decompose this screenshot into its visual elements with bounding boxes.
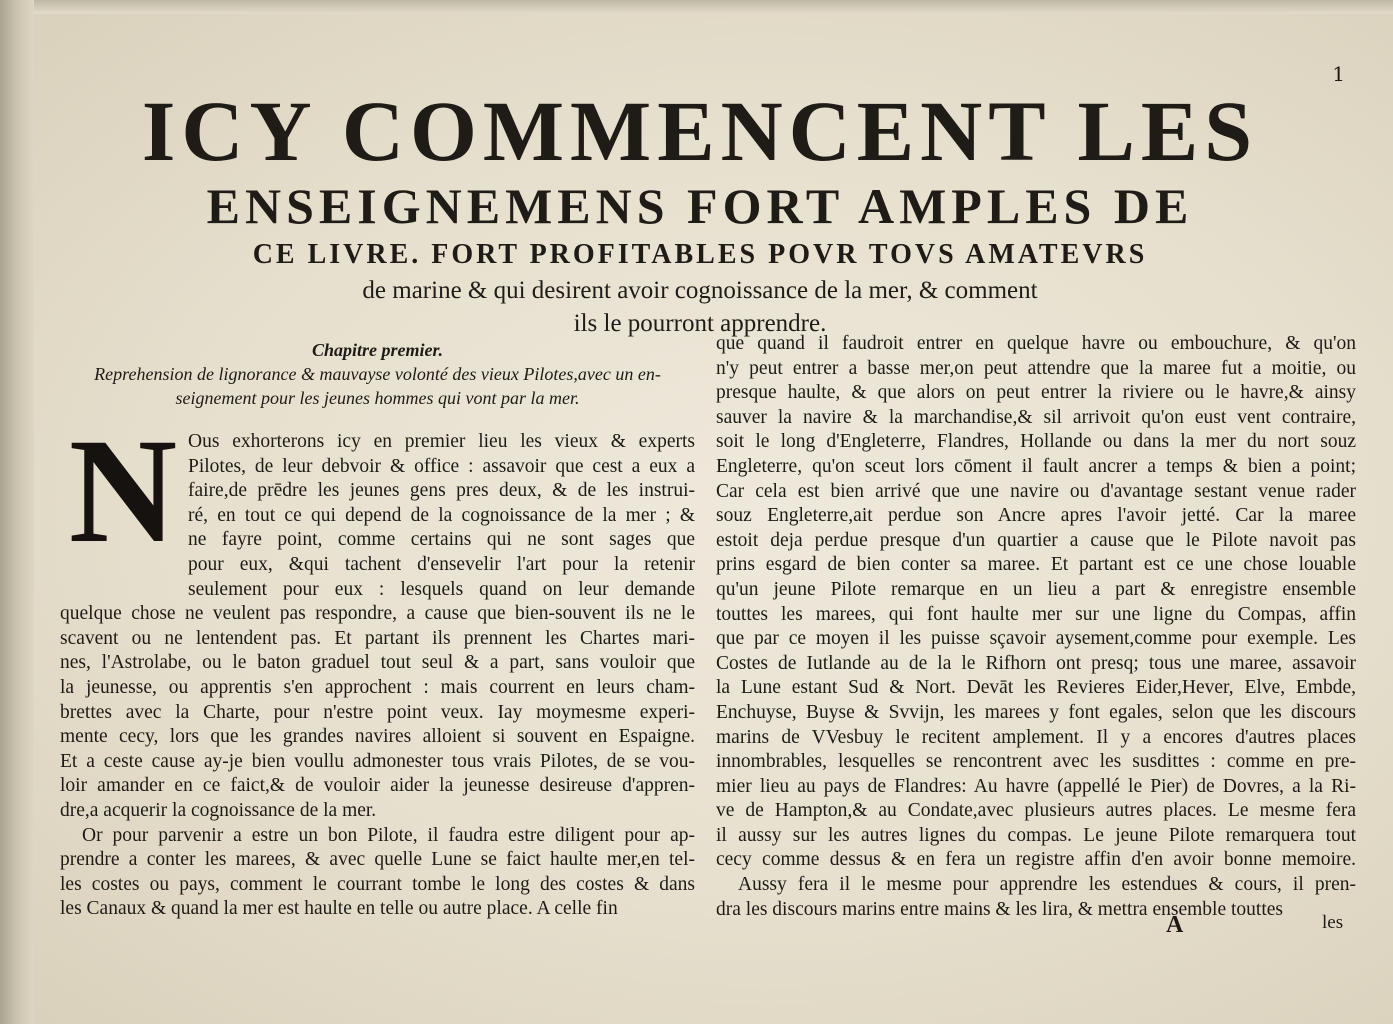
chapter-heading: Chapitre premier. <box>311 340 443 360</box>
page-title <box>50 83 1350 340</box>
chapter-summary-line: Reprehension de lignorance & mauvayse volonté des vieux Pilotes,avec un en- <box>94 364 661 384</box>
right-column-line: que par ce moyen il les puisse sçavoir aysement,comme pour exemple. Les <box>716 628 1356 650</box>
signature-mark: A <box>1166 912 1184 938</box>
right-column-line: ve de Hampton,& au Condate,avec plusieurs autres places. Le mesme fera <box>716 800 1356 822</box>
catchword: les <box>1322 912 1344 933</box>
right-column-line: soit le long d'Engleterre, Flandres, Hollande ou dans la mer du nort souz <box>716 431 1356 453</box>
right-column-line: dra les discours marins entre mains & les lira, & mettra ensemble touttes <box>716 898 1283 920</box>
right-column-line: Costes de Iutlande au de la le Rifhorn ont presq; tous une maree, assavoir <box>716 652 1356 674</box>
chapter-summary-line: seignement pour les jeunes hommes qui vont par la mer. <box>175 388 580 408</box>
right-column-line: Enchuyse, Buyse & Svvijn, les marees y font egales, selon que les discours <box>716 701 1356 723</box>
right-column-line: cecy comme dessus & en fera un registre affin d'en avoir bonne memoire. <box>716 849 1356 871</box>
title-line-1: ICY COMMENCENT LES <box>141 83 1259 179</box>
left-column-line: les Canaux & quand la mer est haulte en telle ou autre place. A celle fin <box>60 898 618 920</box>
right-column-line: Aussy fera il le mesme pour apprendre les estendues & cours, il pren- <box>738 874 1356 896</box>
left-column-line: scavent ou ne lentendent pas. Et partant ils prennent les Chartes mari- <box>60 627 695 649</box>
right-column-line: prins esgard de bien conter sa maree. Et partant est ce une chose louable <box>716 554 1356 576</box>
right-column-line: la Lune estant Sud & Nort. Devāt les Revieres Eider,Hever, Elve, Embde, <box>716 677 1356 699</box>
title-line-3: CE LIVRE. FORT PROFITABLES POVR TOVS AMATEVRS <box>252 239 1148 270</box>
left-column-line: quelque chose ne veulent pas respondre, a cause que bien-souvent ils ne le <box>60 603 695 625</box>
right-column-line: Car cela est bien arrivé que une navire ou d'avantage sestant venue rader <box>716 480 1356 502</box>
right-column-line: que quand il faudroit entrer en quelque havre ou embouchure, & qu'on <box>716 333 1356 354</box>
right-column <box>716 332 1356 922</box>
left-column-line: Et a ceste cause ay-je bien voullu admonester tous vrais Pilotes, de se vou- <box>60 750 695 772</box>
left-column-line: brettes avec la Charte, pour n'estre point veux. Iay moymesme experi- <box>60 701 695 723</box>
left-column-line: Or pour parvenir a estre un bon Pilote, il faudra estre diligent pour ap- <box>82 824 695 846</box>
left-column-line: nes, l'Astrolabe, ou le baton graduel tout seul & a part, sans vouloir que <box>60 652 695 674</box>
left-column-line: mente cecy, lors que les grandes navires alloient si souvent en Espaigne. <box>60 726 695 748</box>
left-column-line: faire,de prēdre les jeunes gens pres deux, & de les instrui- <box>188 480 695 502</box>
right-column-line: mier lieu au pays de Flandres: Au havre (appellé le Pier) de Dovres, a la Ri- <box>716 775 1356 797</box>
left-column <box>60 338 695 922</box>
right-column-line: sauver la navire & la marchandise,& sil arrivoit qu'on eust vent contraire, <box>716 406 1356 428</box>
title-line-5: ils le pourront apprendre. <box>573 310 827 337</box>
right-column-line: n'y peut entrer a basse mer,on peut attendre que la maree fut a moitie, ou <box>716 357 1356 379</box>
left-column-line: dre,a acquerir la cognoissance de la mer. <box>60 799 377 821</box>
drop-cap-initial: N <box>68 408 178 574</box>
left-column-line: loir amander en ce faict,& de vouloir aider la jeunesse desireuse d'appren- <box>60 775 695 797</box>
right-column-line: marins de VVesbuy le recitent amplement. Il y a encores d'autres places <box>716 726 1356 748</box>
left-column-line: ré, en tout ce qui depend de la cognoissance de la mer ; & <box>188 504 695 526</box>
left-column-line: pour eux, &qui tachent d'ensevelir l'art pour la retenir <box>188 553 695 575</box>
page-top-edge <box>0 0 1393 14</box>
page-number: 1 <box>1332 62 1345 86</box>
left-column-line: prendre a conter les marees, & avec quelle Lune se faict haulte mer,en tel- <box>60 849 695 871</box>
right-column-line: presque haulte, & que alors on peut entrer la riviere ou le havre,& ainsy <box>716 382 1356 404</box>
left-column-line: la jeunesse, ou apprentis s'en approchent : mais courrent en leurs cham- <box>60 676 695 698</box>
right-column-line: il aussy sur les autres lignes du compas. Le jeune Pilote remarquera tout <box>716 824 1356 846</box>
right-column-line: souz Engleterre,ait perdue son Ancre apres l'avoir jetté. Car la maree <box>716 505 1356 527</box>
left-column-line: les costes ou pays, comment le courrant tombe le long des costes & dans <box>60 873 695 895</box>
left-column-body <box>60 408 695 922</box>
left-column-line: Ous exhorterons icy en premier lieu les vieux & experts <box>188 431 695 452</box>
right-column-line: estoit deja perdue presque d'un quartier a cause que le Pilote navoit pas <box>716 529 1356 551</box>
right-column-line: Engleterre, qu'on sceut lors cōment il fault ancrer a temps & bien a point; <box>716 455 1356 477</box>
right-column-line: innombrables, lesquelles se rencontrent avec les susdittes : comme en pre- <box>716 751 1356 773</box>
left-column-line: seulement pour eux : lesquels quand on leur demande <box>188 578 695 600</box>
right-column-line: touttes les marees, qui font haulte mer sur une ligne du Compas, affin <box>716 603 1356 625</box>
left-column-line: Pilotes, de leur debvoir & office : assavoir que cest a eux a <box>188 455 695 477</box>
title-line-2: ENSEIGNEMENS FORT AMPLES DE <box>206 178 1194 234</box>
right-column-line: qu'un jeune Pilote remarque en un lieu a part & enregistre ensemble <box>716 578 1356 600</box>
left-column-line: ne fayre point, comme certains qui ne sont sages que <box>188 529 695 551</box>
right-column-body <box>716 332 1356 922</box>
chapter-heading-block <box>60 338 695 410</box>
title-line-4: de marine & qui desirent avoir cognoissance de la mer, & comment <box>362 277 1038 304</box>
page-gutter <box>0 0 34 1024</box>
